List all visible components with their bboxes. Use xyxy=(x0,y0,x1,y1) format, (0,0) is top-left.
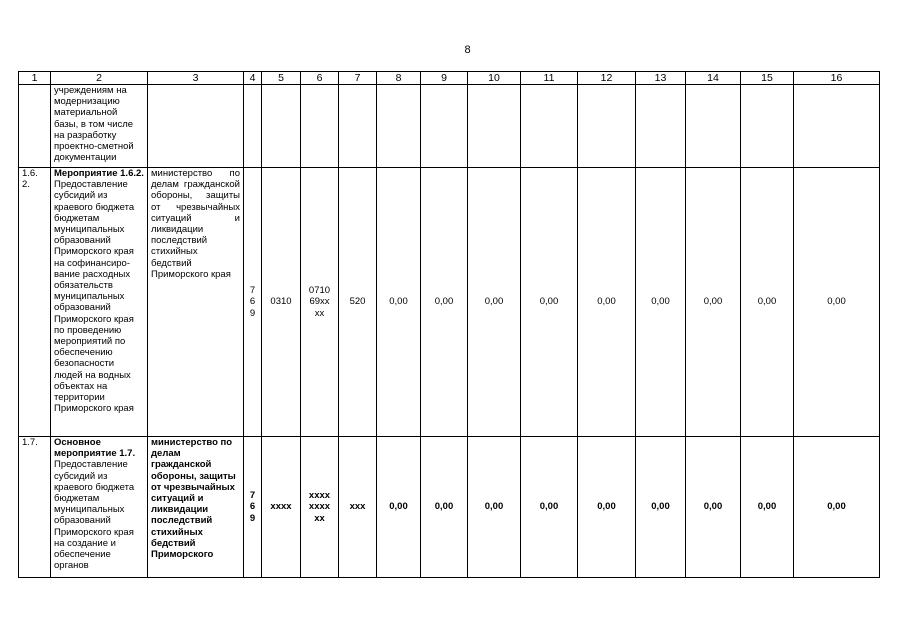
executor-cell: министерство по делам гражданской обороны, защиты от чрезвычайных ситуаций и ликвидации последствий стихийных бедствий Приморского края xyxy=(148,168,244,437)
value-cell: 0,00 xyxy=(468,437,521,578)
column-header: 3 xyxy=(148,72,244,85)
table-row-1-6-2 xyxy=(19,168,880,437)
grbs-code: 7 6 9 xyxy=(244,168,262,437)
section-code: xxxx xyxy=(262,437,301,578)
expense-type-code: xxx xyxy=(339,437,377,578)
column-header: 11 xyxy=(521,72,578,85)
value-cell: 0,00 xyxy=(468,168,521,437)
measure-cell xyxy=(51,168,148,437)
target-code: 0710 69xx xx xyxy=(301,168,339,437)
row-number: 1.6. 2. xyxy=(19,168,51,437)
column-header: 4 xyxy=(244,72,262,85)
value-cell: 0,00 xyxy=(421,437,468,578)
row-number: 1.7. xyxy=(19,437,51,578)
value-cell: 0,00 xyxy=(578,168,636,437)
page-number: 8 xyxy=(464,44,471,56)
target-code: xxxx xxxx xx xyxy=(301,437,339,578)
column-header: 5 xyxy=(262,72,301,85)
value-cell: 0,00 xyxy=(794,168,880,437)
column-header: 14 xyxy=(686,72,741,85)
grbs-code: 7 6 9 xyxy=(244,437,262,578)
value-cell: 0,00 xyxy=(521,437,578,578)
measure-cell xyxy=(51,437,148,578)
measure-title: Мероприятие 1.6.2. xyxy=(54,168,144,179)
value-cell: 0,00 xyxy=(686,437,741,578)
column-header: 6 xyxy=(301,72,339,85)
column-header: 12 xyxy=(578,72,636,85)
value-cell: 0,00 xyxy=(636,168,686,437)
budget-table xyxy=(18,71,880,578)
measure-description: Предоставление субсидий из краевого бюджета бюджетам муниципальных образований Приморского края на софинансиро-вание расходных обязательств муниципальных образований Приморского края по проведению мероприятий по обеспечению безопасности людей на водных объектах на территории Приморского края xyxy=(54,179,135,415)
column-header: 15 xyxy=(741,72,794,85)
executor-cell: министерство по делам гражданской обороны, защиты от чрезвычайных ситуаций и ликвидации последствий стихийных бедствий Приморского xyxy=(148,437,244,578)
value-cell: 0,00 xyxy=(377,437,421,578)
measure-description: Предоставление субсидий из краевого бюджета бюджетам муниципальных образований Приморского края на создание и обеспечение органов xyxy=(54,459,135,572)
value-cell: 0,00 xyxy=(741,437,794,578)
value-cell: 0,00 xyxy=(521,168,578,437)
value-cell: 0,00 xyxy=(377,168,421,437)
column-header: 13 xyxy=(636,72,686,85)
value-cell: 0,00 xyxy=(636,437,686,578)
column-header: 2 xyxy=(51,72,148,85)
value-cell: 0,00 xyxy=(578,437,636,578)
continuation-text: учреждениям на модернизацию материальной базы, в том числе на разработку проектно-сметной документации xyxy=(51,85,148,168)
column-header: 8 xyxy=(377,72,421,85)
column-header: 1 xyxy=(19,72,51,85)
table-row-1-7 xyxy=(19,437,880,578)
column-header: 9 xyxy=(421,72,468,85)
value-cell: 0,00 xyxy=(421,168,468,437)
measure-title: Основное мероприятие 1.7. xyxy=(54,437,136,460)
expense-type-code: 520 xyxy=(339,168,377,437)
column-header: 16 xyxy=(794,72,880,85)
column-header: 10 xyxy=(468,72,521,85)
section-code: 0310 xyxy=(262,168,301,437)
table-row-continuation xyxy=(19,85,880,168)
column-header: 7 xyxy=(339,72,377,85)
value-cell: 0,00 xyxy=(686,168,741,437)
header-row xyxy=(19,72,880,85)
value-cell: 0,00 xyxy=(741,168,794,437)
value-cell: 0,00 xyxy=(794,437,880,578)
